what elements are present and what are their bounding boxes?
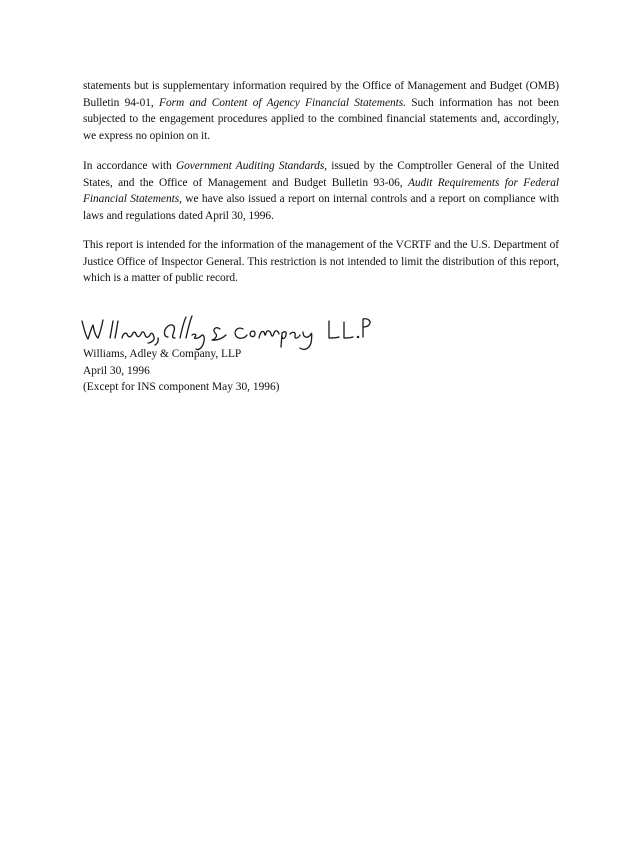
paragraph-auditing-standards (83, 158, 559, 224)
paragraph-supplementary-info (83, 78, 559, 144)
firm-name: Williams, Adley & Company, LLP (83, 348, 242, 360)
italic-title: Audit Requirements for Federal Financial Statements, (83, 176, 559, 205)
italic-title: Form and Content of Agency Financial Statements. (159, 96, 406, 109)
italic-title: Government Auditing Standards, (175, 160, 328, 172)
paragraph-text: In accordance with (83, 160, 176, 172)
paragraph-text: we have also issued a report on internal controls and a report on compliance with laws and regulations dated April 30, 1996. (83, 193, 559, 222)
paragraph-text: issued by the Comptroller General of the United States, and the Office of Management and Budget Bulletin 93-06, (83, 160, 560, 189)
paragraph-restriction: This report is intended for the information of the management of the VCRTF and the U.S. Department of Justice Office of Inspector General. This restriction is not intended to limit the distribution of this report, which is a matter of public record. (83, 239, 559, 284)
paragraph-text: statements but is supplementary information required by the Office of Management and Budget (OMB) Bulletin 94-01, (83, 80, 559, 109)
signature-block (83, 346, 279, 396)
paragraph-text: Such information has not been subjected to the engagement procedures applied to the combined financial statements and, accordingly, we express no opinion on it. (83, 96, 560, 142)
date-exception-note: (Except for INS component May 30, 1996) (83, 381, 280, 393)
report-date: April 30, 1996 (83, 364, 150, 377)
